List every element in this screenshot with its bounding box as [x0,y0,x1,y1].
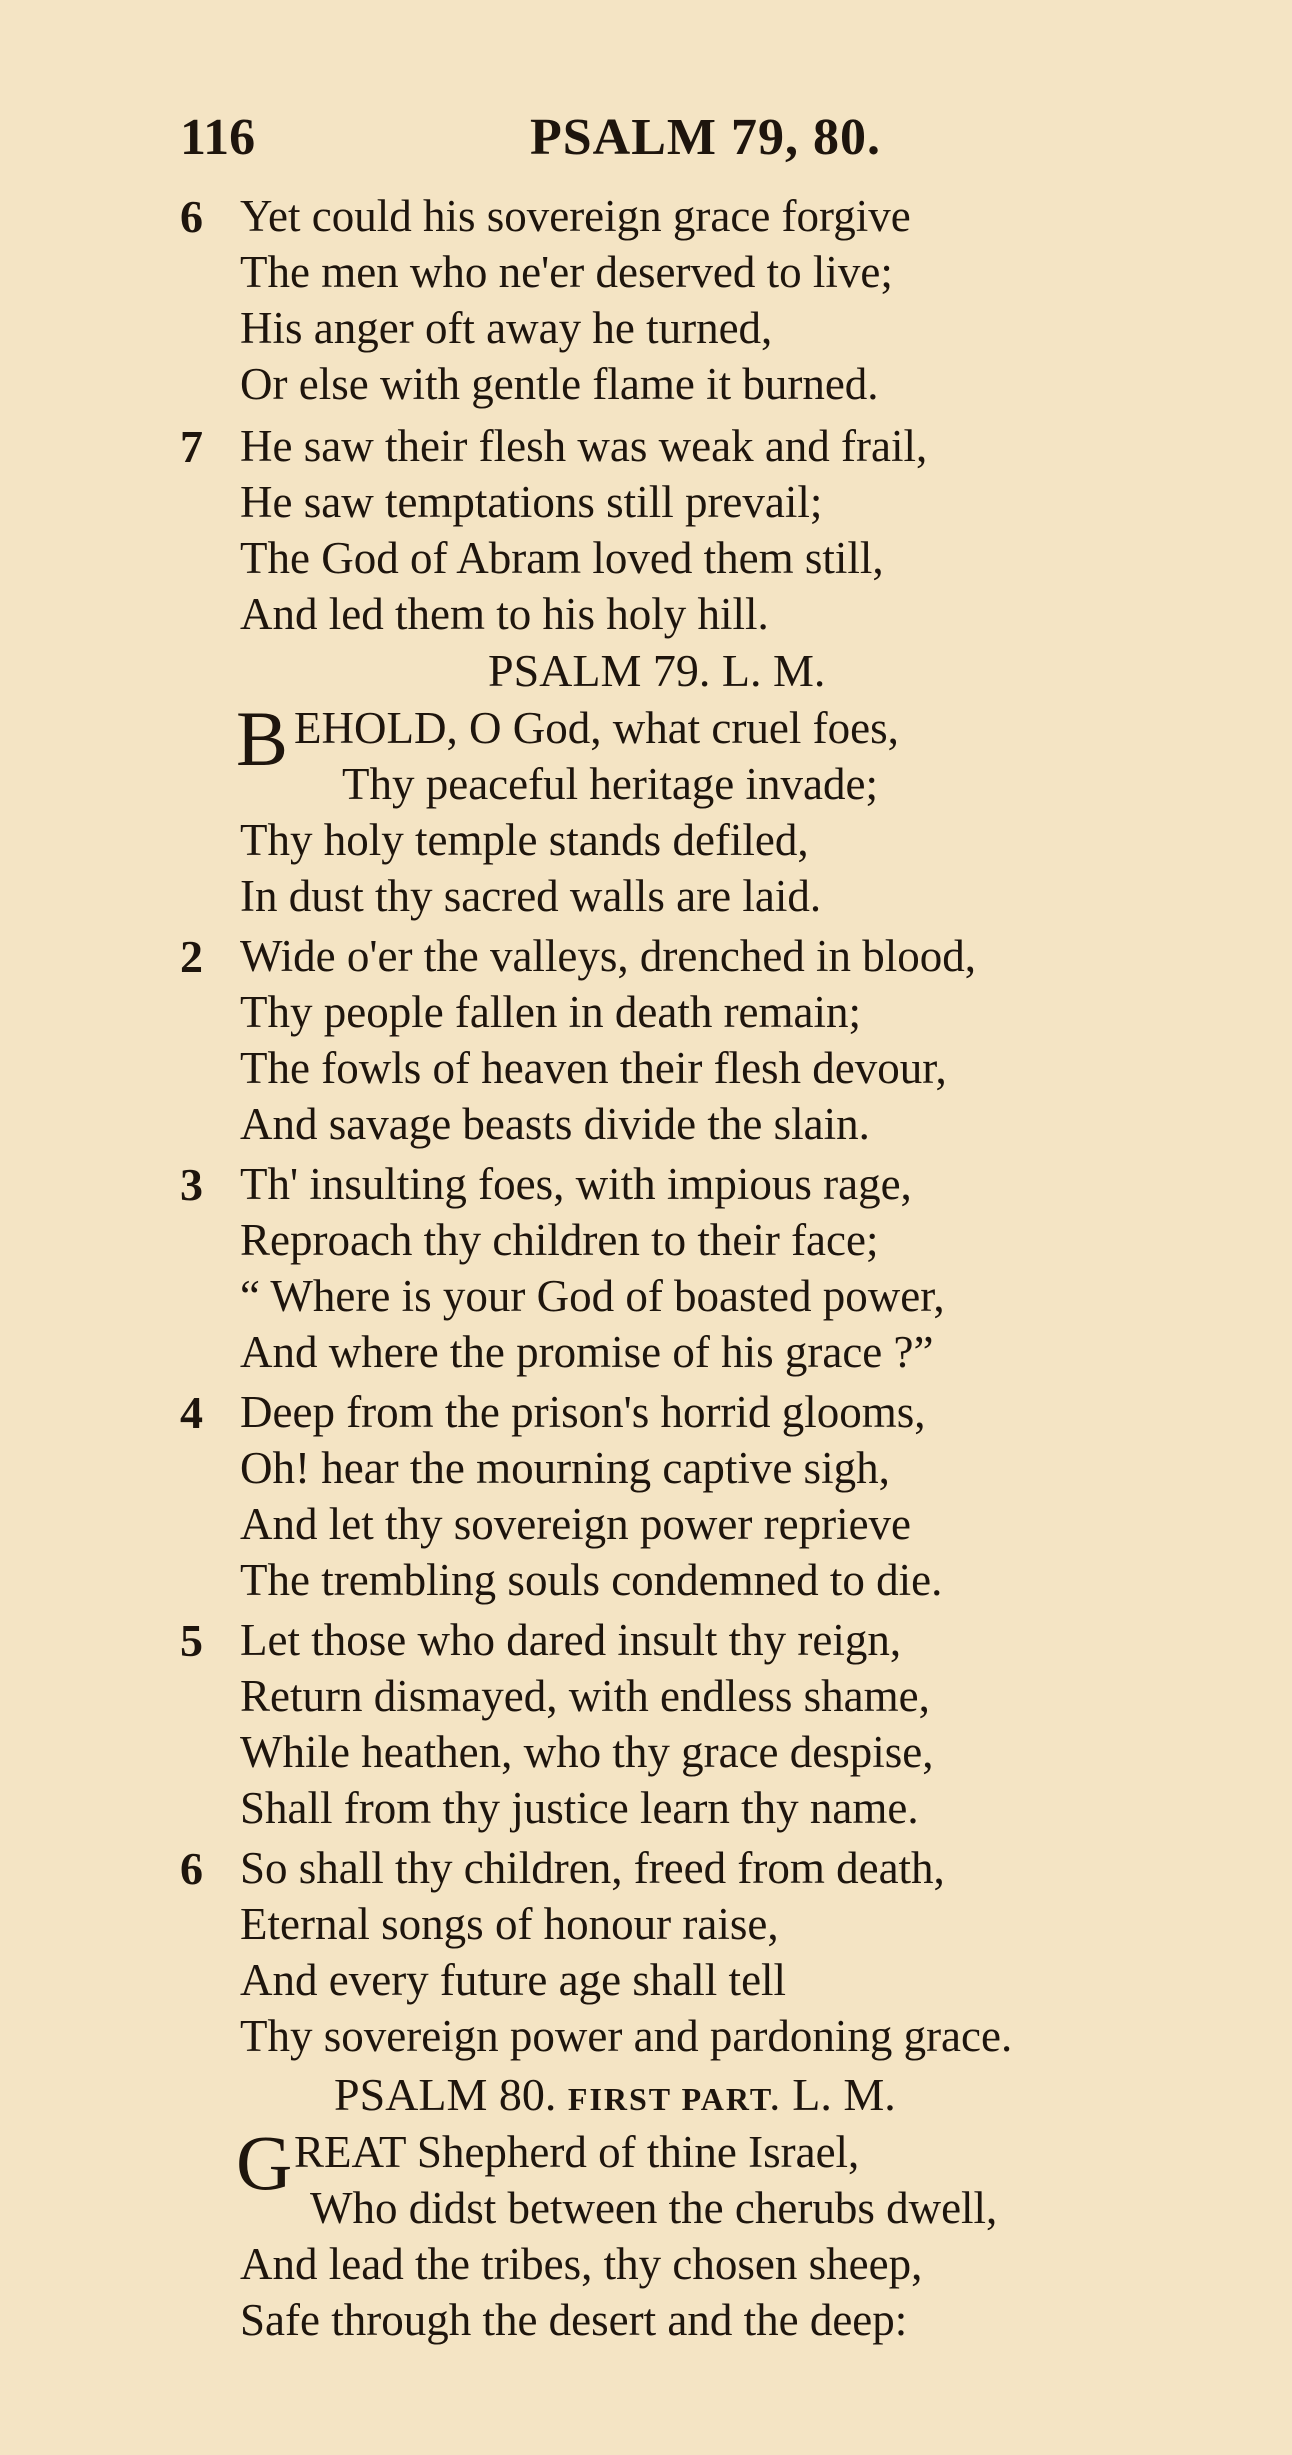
verse-line: And lead the tribes, thy chosen sheep, [240,2239,923,2289]
verse-line: Wide o'er the valleys, drenched in blood, [240,931,977,981]
verse-line: The men who ne'er deserved to live; [240,247,893,297]
verse-line: Safe through the desert and the deep: [240,2295,908,2345]
verse-line: Th' insulting foes, with impious rage, [240,1159,912,1209]
verse-line: Return dismayed, with endless shame, [240,1671,930,1721]
verse-line: Let those who dared insult thy reign, [240,1615,902,1665]
verse-line: And let thy sovereign power reprieve [240,1499,912,1549]
psalm-80-title [334,2069,896,2120]
verse-line: The trembling souls condemned to die. [240,1555,943,1605]
verse-line: Thy people fallen in death remain; [240,987,862,1037]
verse-line: While heathen, who thy grace despise, [240,1727,934,1777]
verse-line: Thy holy temple stands defiled, [240,815,809,865]
stanza-number: 6 [180,191,203,242]
verse-line: Thy peaceful heritage invade; [342,759,878,809]
verse-line: Yet could his sovereign grace forgive [240,191,911,241]
verse-line: Shall from thy justice learn thy name. [240,1783,919,1833]
verse-line: So shall thy children, freed from death, [240,1843,945,1893]
verse-line: His anger oft away he turned, [240,303,773,353]
verse-line: He saw temptations still prevail; [240,477,823,527]
verse-line: Oh! hear the mourning captive sigh, [240,1443,890,1493]
stanza-number: 2 [180,931,203,982]
verse-line: Or else with gentle flame it burned. [240,359,879,409]
psalm-80-title-main: PSALM 80. [334,2069,557,2120]
stanza-number: 3 [180,1159,203,1210]
verse-line: “ Where is your God of boasted power, [240,1271,945,1321]
verse-line: REAT Shepherd of thine Israel, [294,2127,860,2177]
psalm-80-meter: L. M. [792,2069,896,2120]
running-title: PSALM 79, 80. [530,109,881,166]
stanza-number: 7 [180,421,203,472]
stanza-number: 5 [180,1615,203,1666]
verse-line: Who didst between the cherubs dwell, [310,2183,998,2233]
psalm-79-title: PSALM 79. L. M. [488,645,826,696]
verse-line: In dust thy sacred walls are laid. [240,871,822,921]
verse-line: And every future age shall tell [240,1955,787,2005]
verse-line: And savage beasts divide the slain. [240,1099,870,1149]
psalm-80-part: FIRST PART. [567,2081,781,2117]
stanza-number: 4 [180,1387,203,1438]
drop-cap: G [236,2119,293,2206]
verse-line: He saw their flesh was weak and frail, [240,421,928,471]
verse-line: The God of Abram loved them still, [240,533,884,583]
stanza-number: 6 [180,1843,203,1894]
verse-line: And led them to his holy hill. [240,589,769,639]
verse-line: EHOLD, O God, what cruel foes, [294,703,899,753]
verse-line: Deep from the prison's horrid glooms, [240,1387,926,1437]
verse-line: And where the promise of his grace ?” [240,1327,934,1377]
page-number: 116 [180,109,256,166]
verse-line: Thy sovereign power and pardoning grace. [240,2011,1013,2061]
verse-line: Reproach thy children to their face; [240,1215,879,1265]
verse-line: The fowls of heaven their flesh devour, [240,1043,947,1093]
drop-cap: B [236,695,289,782]
verse-line: Eternal songs of honour raise, [240,1899,779,1949]
